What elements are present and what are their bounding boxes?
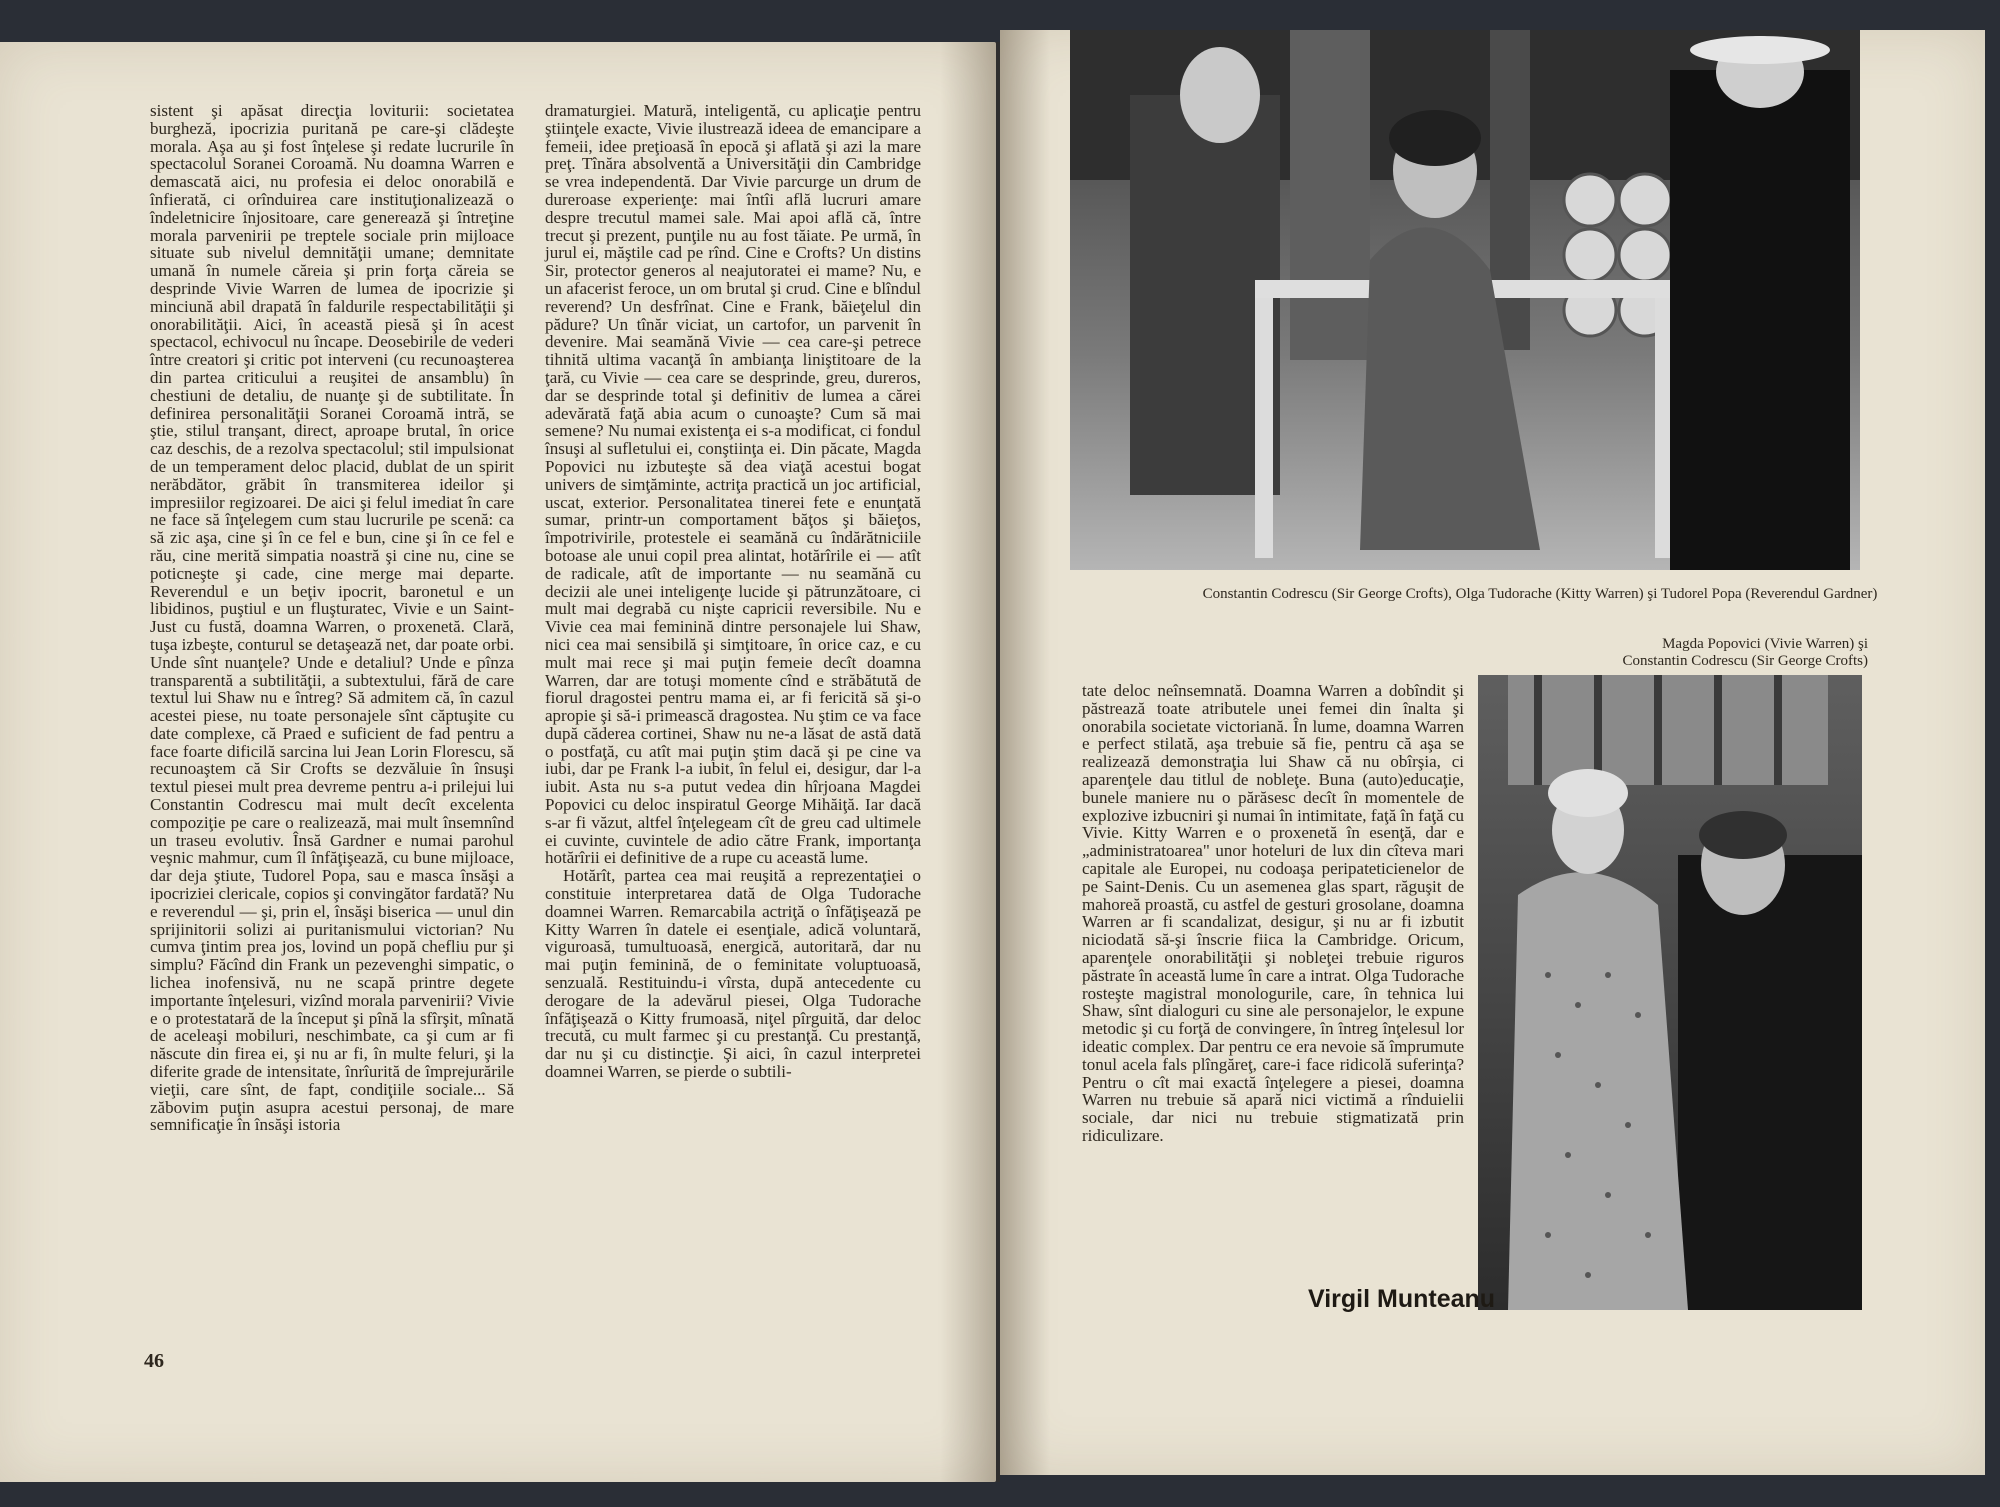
stage-photo-bottom-image (1478, 675, 1862, 1310)
stage-photo-top-image (1070, 30, 1860, 570)
left-page-column-2 (545, 102, 921, 1081)
article-paragraph: sistent şi apăsat direcţia loviturii: societatea burgheză, ipocrizia puritană pe care-şi clădeşte morala. Aşa au şi fost înţelese şi redate lucrurile în spectacolul Soranei Coroamă. Nu doamna Warren e demascată aici, nu profesia ei deloc onorabilă e înfierată, ci orînduirea care instituţionalizează o îndeletnicire înjositoare, care generează şi întreţine morala parvenirii pe treptele sociale prin mijloace situate sub nivelul demnităţii umane; demnitate umană în numele căreia şi prin forţa căreia se desprinde Vivie Warren de lumea de ipocrizie şi minciună abil drapată în faldurile respectabilităţii şi onorabilităţii. Aici, în această piesă şi în acest spectacol, echivocul nu încape. Deosebirile de vederi între creatori şi critic pot interveni (cu recunoaşterea din partea criticului a reuşitei de ansamblu) în chestiuni de detaliu, de nuanţe şi de subtilitate. În definirea personalităţii Soranei Coroamă intră, se ştie, stilul tranşant, direct, aproape brutal, în orice caz deschis, de a rezolva spectacolul; stil impulsionat de un temperament deloc placid, dublat de un spirit nerăbdător, grăbit în transmiterea ideilor şi impresiilor regizoarei. De aici şi felul imediat în care ne face să înţelegem cum stau lucrurile pe scenă: ca să zic aşa, cine şi în ce fel e bun, cine şi în ce fel e rău, cine merită simpatia noastră şi cine nu, cine se poticneşte şi cade, cine merge mai departe. Reverendul e un beţiv ipocrit, baronetul e un libidinos, puştiul e un fluşturatec, Vivie e un Saint-Just cu fustă, doamna Warren, o proxenetă. Clară, tuşa izbeşte, conturul se detaşează net, dar poate orbi. Unde sînt nuanţele? Unde e detaliul? Unde e pînza transparentă a subtilităţii, a subtextului, fără de care textul lui Shaw nu e întreg? Să admitem că, în cazul acestei piese, nu toate personajele sînt căptuşite cu date complexe, că Praed e suficient de fad pentru a face foarte dificilă sarcina lui Jean Lorin Florescu, să recunoaştem că Sir Crofts se dezvăluie în însuşi textul piesei mult prea devreme pentru a-i prilejui lui Constantin Codrescu mai mult decît excelenta compoziţie pe care o realizează, mai mult însemnînd un traseu evolutiv. Însă Gardner e numai parohul veşnic mahmur, cum îl înfăţişează, cu bune mijloace, dar deja ştiute, Tudorel Popa, sau e masca însăşi a ipocriziei clericale, copios şi convingător fardată? Nu e reverendul — şi, prin el, însăşi biserica — unul din sprijinitorii solizi ai puritanismului victorian? Nu cumva ţintim prea jos, lovind un popă chefliu pur şi simplu? Făcînd din Frank un pezevenghi simpatic, o lichea inofensivă, nu ne scapă printre degete importante înţelesuri, vizînd morala parvenirii? Vivie e o protestatară de la început şi pînă la sfîrşit, mînată de aceleaşi mobiluri, neschimbate, ca şi cum ar fi născute din firea ei, şi nu ar fi, în multe feluri, şi la diferite grade de intensitate, înrîurită de împrejurările vieţii, care sînt, de fapt, condiţiile sociale... Să zăbovim puţin asupra acestui personaj, de mare semnificaţie în însăşi istoria (150, 101, 514, 1135)
stage-photo-top (1070, 30, 1860, 570)
stage-photo-bottom (1478, 675, 1862, 1310)
left-page-gutter-shadow (940, 42, 1000, 1482)
right-page-gutter-shadow (1000, 30, 1050, 1475)
article-author: Virgil Munteanu (1308, 1285, 1496, 1313)
photo-caption-bottom: Magda Popovici (Vivie Warren) şi Constantin Codrescu (Sir George Crofts) (1622, 636, 1868, 669)
left-page-column-1 (150, 102, 514, 1134)
article-paragraph: Hotărît, partea cea mai reuşită a reprezentaţiei o constituie interpretarea dată de Olga Tudorache doamnei Warren. Remarcabila actriţă o înfăţişează pe Kitty Warren în datele ei esenţiale, adică voluntară, viguroasă, tumultuoasă, energică, autoritară, dar nu mai puţin feminină, de o feminitate voluptuoasă, senzuală. Restituindu-i vîrsta, după antecedente cu derogare de la adevărul piesei, Olga Tudorache înfăţişează o Kitty frumoasă, niţel pîrguită, dar deloc trecută, cu mult farmec şi cu prestanţă. Cu prestanţă, dar nu şi cu distincţie. Şi aici, în cazul interpretei doamnei Warren, se pierde o subtili- (545, 866, 921, 1082)
page-number: 46 (144, 1350, 164, 1372)
right-page-column-1 (1082, 682, 1464, 1145)
article-paragraph: dramaturgiei. Matură, inteligentă, cu aplicaţie pentru ştiinţele exacte, Vivie ilustrează ideea de emancipare a femeii, idee preţioasă în epocă şi aflată şi azi la mare preţ. Tînăra absolventă a Universităţii din Cambridge se vrea independentă. Dar Vivie parcurge un drum de dureroase experienţe: mai întîi află lucruri amare despre trecutul mamei sale. Mai apoi află că, între trecut şi prezent, punţile nu au fost tăiate. Pe urmă, în jurul ei, măştile cad pe rînd. Cine e Crofts? Un distins Sir, protector generos al neajutoratei ei mame? Nu, e un afacerist feroce, un om brutal şi crud. Cine e blîndul reverend? Un desfrînat. Cine e Frank, băieţelul din pădure? Un tînăr viciat, un cartofor, un parvenit în devenire. Mai seamănă Vivie — cea care-şi petrece tihnită ultima vacanţă în ambianţa liniştitoare de la ţară, cu Vivie — cea care se desprinde, greu, dureros, dar se desprinde total şi definitiv de lumea a cărei adevărată faţă abia acum o cunoaşte? Cum să mai semene? Nu numai existenţa ei s-a modificat, ci fondul însuşi al sufletului ei, conştiinţa ei. Din păcate, Magda Popovici nu izbuteşte să dea viaţă acestui bogat univers de simţăminte, actriţa practică un joc artificial, uscat, exterior. Personalitatea tinerei fete e enunţată sumar, printr-un comportament băţos şi băieţos, împotrivirile, protestele ei seamănă cu îndărătniciile botoase ale unui copil prea alintat, hotărîrile ei — atît de radicale, atît de importante — nu seamănă cu decizii ale unei inteligenţe lucide şi pătrunzătoare, ci mult mai degrabă cu nişte capricii reversibile. Nu e Vivie cea mai feminină dintre personajele lui Shaw, nici cea mai sensibilă şi simţitoare, în orice caz, e cu mult mai rece şi mai puţin femeie decît doamna Warren, dar are totuşi momente cînd e străbătută de fiorul dragostei pentru mama ei, ar fi fericită să şi-o apropie şi să-i primească dragostea. Nu ştim ce va face după căderea cortinei, Shaw nu ne-a lăsat de astă dată o postfaţă, cu atît mai puţin ştim dacă şi pe cine va iubi, dar pe Frank l-a iubit, în felul ei, desigur, dar l-a iubit. Asta nu s-a putut vedea din hîrjoana Magdei Popovici cu deloc inspiratul George Mihăiţă. Iar dacă s-ar fi văzut, altfel înţelegeam cît de greu cad ultimele ei cuvinte, cuvintele de adio către Frank, importanţa hotărîrii ei definitive de a rupe cu această lume. (545, 101, 921, 868)
article-paragraph: tate deloc neînsemnată. Doamna Warren a dobîndit şi păstrează toate atributele unei femei din înalta şi onorabila societate victoriană. În lume, doamna Warren e perfect stilată, aşa trebuie să fie, pentru că aşa se realizează demonstraţia lui Shaw că nu obîrşia, ci aparenţele dau titlul de nobleţe. Buna (auto)educaţie, bunele maniere nu o părăsesc decît în momentele de explozive izbucniri şi numai în intimitate, faţă în faţă cu Vivie. Kitty Warren e o proxenetă în esenţă, dar e „administratoarea" unor hoteluri de lux din cîteva mari capitale ale Europei, nu codoaşa peripateticienelor de pe Saint-Denis. Cu un asemenea glas spart, răguşit de mahoreă proastă, cu astfel de gesturi grosolane, doamna Warren ar fi scandalizat, desigur, şi nu ar fi izbutit niciodată să-şi înscrie fiica la Cambridge. Oricum, aparenţele onorabilităţii şi nobleţei trebuie riguros păstrate în această lume în care a intrat. Olga Tudorache rosteşte magistral monologurile, care, în tehnica lui Shaw, sînt dialoguri cu sine ale personajelor, le expune metodic şi cu forţă de convingere, în întreg înţelesul lor ideatic complex. Dar pentru ce era nevoie să împrumute tonul acela fals plîngăreţ, care-i face ridicolă suferinţa? Pentru o cît mai exactă înţelegere a piesei, doamna Warren nu trebuie să apară nici victimă a rînduielii sociale, dar nici nu trebuie stigmatizată prin ridiculizare. (1082, 681, 1464, 1145)
photo-caption-top: Constantin Codrescu (Sir George Crofts), Olga Tudorache (Kitty Warren) şi Tudorel Popa (Reverendul Gardner) (1202, 586, 1878, 602)
